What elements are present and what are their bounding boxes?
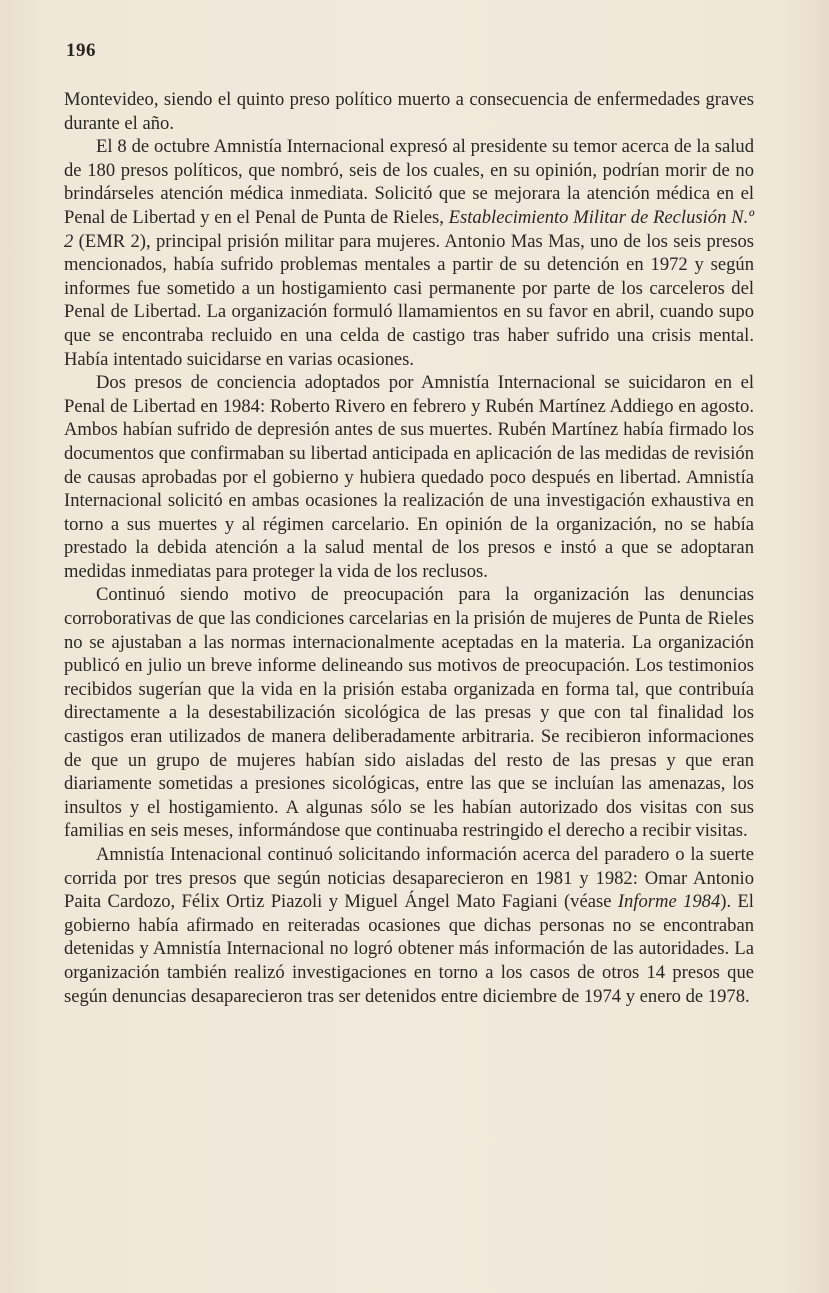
text-run: Continuó siendo motivo de preocupación para la organización las denuncias corroborativas de que las condiciones carcelarias en la prisión de mujeres de Punta de Rieles no se ajustaban a las normas internacionalmente aceptadas en la materia. La organización publicó en julio un breve informe delineando sus motivos de preocupación. Los testimonios recibidos sugerían que la vida en la prisión estaba organizada en forma tal, que contribuía directamente a la desestabilización sicológica de las presas y que con tal finalidad los castigos eran utilizados de manera deliberadamente arbitraria. Se recibieron informaciones de que un grupo de mujeres habían sido aisladas del resto de las presas y que eran diariamente sometidas a presiones sicológicas, entre las que se incluían las amenazas, los insultos y el hostigamiento. A algunas sólo se les habían autorizado dos visitas con sus familias en seis meses, informándose que continuaba restringido el derecho a recibir visitas.: [64, 584, 754, 842]
paragraph: [64, 88, 754, 135]
paragraph: [64, 583, 754, 843]
text-run: Dos presos de conciencia adoptados por Amnistía Internacional se suicidaron en el Penal de Libertad en 1984: Roberto Rivero en febrero y Rubén Martínez Addiego en agosto. Ambos habían sufrido de depresión antes de sus muertes. Rubén Martínez había firmado los documentos que confirmaban su libertad anticipada en aplicación de las medidas de revisión de causas aprobadas por el gobierno y hubiera quedado poco después en libertad. Amnistía Internacional solicitó en ambas ocasiones la realización de una investigación exhaustiva en torno a sus muertes y al régimen carcelario. En opinión de la organización, no se había prestado la debida atención a la salud mental de los presos e instó a que se adoptaran medidas inmediatas para proteger la vida de los reclusos.: [64, 372, 754, 582]
text-run: (EMR 2), principal prisión militar para mujeres. Antonio Mas Mas, uno de los seis presos mencionados, había sufrido problemas mentales a partir de su detención en 1972 y según informes fue sometido a un hostigamiento casi permanente por parte de los carceleros del Penal de Libertad. La organización formuló llamamientos en su favor en abril, cuando supo que se encontraba recluido en una celda de castigo tras haber sufrido una crisis mental. Había intentado suicidarse en varias ocasiones.: [64, 230, 754, 370]
text-run: El 8 de octubre Amnistía Internacional expresó al presidente su temor acerca de la salud de 180 presos políticos, que nombró, seis de los cuales, en su opinión, podrían morir de no brindárseles atención médica inmediata. Solicitó que se mejorara la atención médica en el Penal de Libertad y en el Penal de Punta de Rieles,: [64, 136, 754, 228]
paragraph: [64, 843, 754, 1008]
text-run: Amnistía Intenacional continuó solicitando información acerca del paradero o la suerte corrida por tres presos que según noticias desaparecieron en 1981 y 1982: Omar Antonio Paita Cardozo, Félix Ortiz Piazoli y Miguel Ángel Mato Fagiani (véase: [64, 844, 754, 913]
paragraph: [64, 135, 754, 371]
page-number: 196: [66, 40, 96, 61]
text-run: Montevideo, siendo el quinto preso político muerto a consecuencia de enfermedades graves durante el año.: [64, 89, 754, 134]
italic-title: Establecimiento Militar de Reclusión N.º 2: [64, 206, 754, 252]
text-run: ). El gobierno había afirmado en reiteradas ocasiones que dichas personas no se encontraban detenidas y Amnistía Internacional no logró obtener más información de las autoridades. La organización también realizó investigaciones en torno a los casos de otros 14 presos que según denuncias desaparecieron tras ser detenidos entre diciembre de 1974 y enero de 1978.: [64, 891, 754, 1007]
paragraph: [64, 371, 754, 583]
body-text: [64, 88, 754, 1008]
italic-title: Informe 1984: [617, 891, 721, 913]
